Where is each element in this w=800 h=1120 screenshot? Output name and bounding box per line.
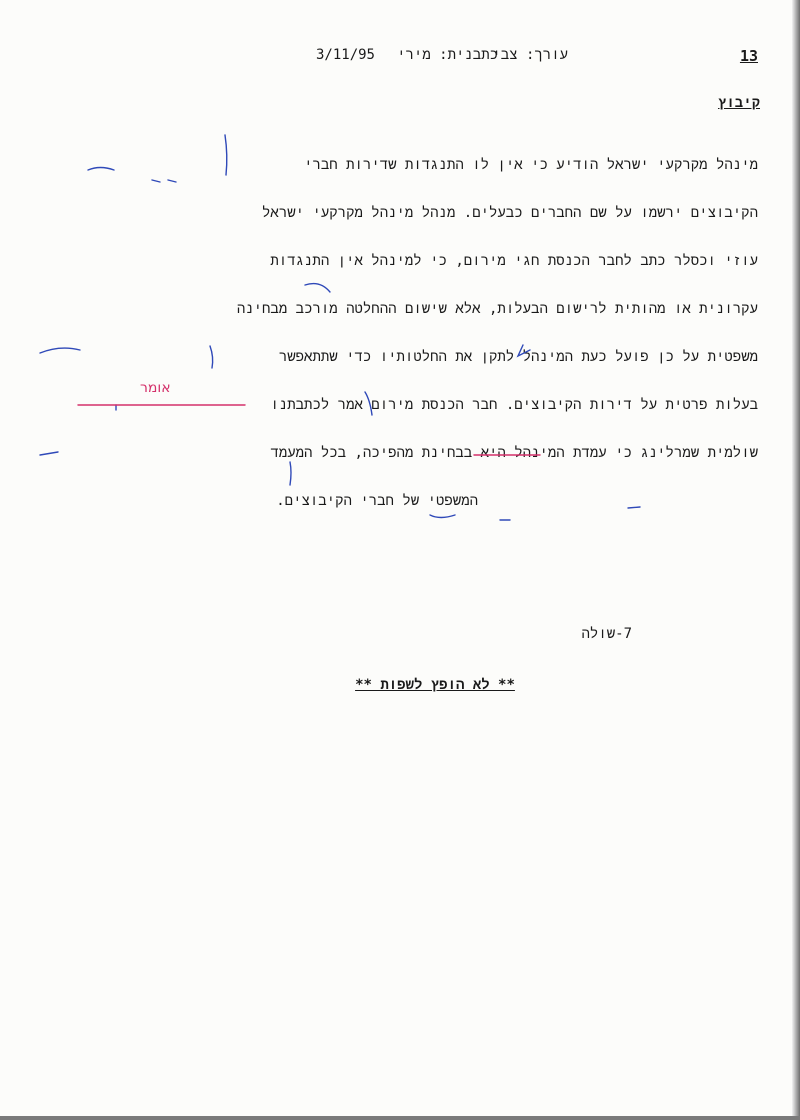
- signoff: 7-שולה: [581, 626, 632, 642]
- document-date: 3/11/95: [315, 47, 375, 63]
- page-number: 13: [739, 47, 758, 65]
- body-line: המשפטי של חברי הקיבוצים.: [276, 493, 478, 509]
- body-line: הקיבוצים ירשמו על שם החברים כבעלים. מנהל מינהל מקרקעי ישראל: [262, 205, 758, 221]
- vowel-mark: [40, 452, 58, 455]
- scan-edge-bottom: [0, 1116, 800, 1120]
- distribution-notice: ** לא הופץ לשפות **: [355, 677, 515, 693]
- margin-note: אומר: [140, 380, 171, 396]
- typist-label: כתבנית: מירי: [397, 47, 498, 63]
- body-line: מינהל מקרקעי ישראל הודיע כי אין לו התנגדות שדירות חברי: [304, 157, 758, 173]
- body-line: משפטית על כן פועל כעת המינהל לתקן את החלטותיו כדי שתתאפשר: [278, 349, 758, 365]
- body-line: עקרונית או מהותית לרישום הבעלות, אלא שישום ההחלטה מורכב מבחינה: [236, 301, 758, 317]
- section-title: קיבוץ: [717, 95, 760, 111]
- scan-edge-right: [792, 0, 800, 1120]
- body-line: שולמית שמרלינג כי עמדת המינהל היא בבחינת מהפיכה, בכל המעמד: [270, 445, 758, 461]
- body-line: בעלות פרטית על דירות הקיבוצים. חבר הכנסת מירום אמר לכתבתנו: [270, 397, 758, 413]
- body-line: עוזי וכסלר כתב לחבר הכנסת חגי מירום, כי למינהל אין התנגדות: [270, 253, 758, 269]
- news-body: [58, 150, 758, 534]
- editor-label: עורך: צבי: [492, 47, 568, 63]
